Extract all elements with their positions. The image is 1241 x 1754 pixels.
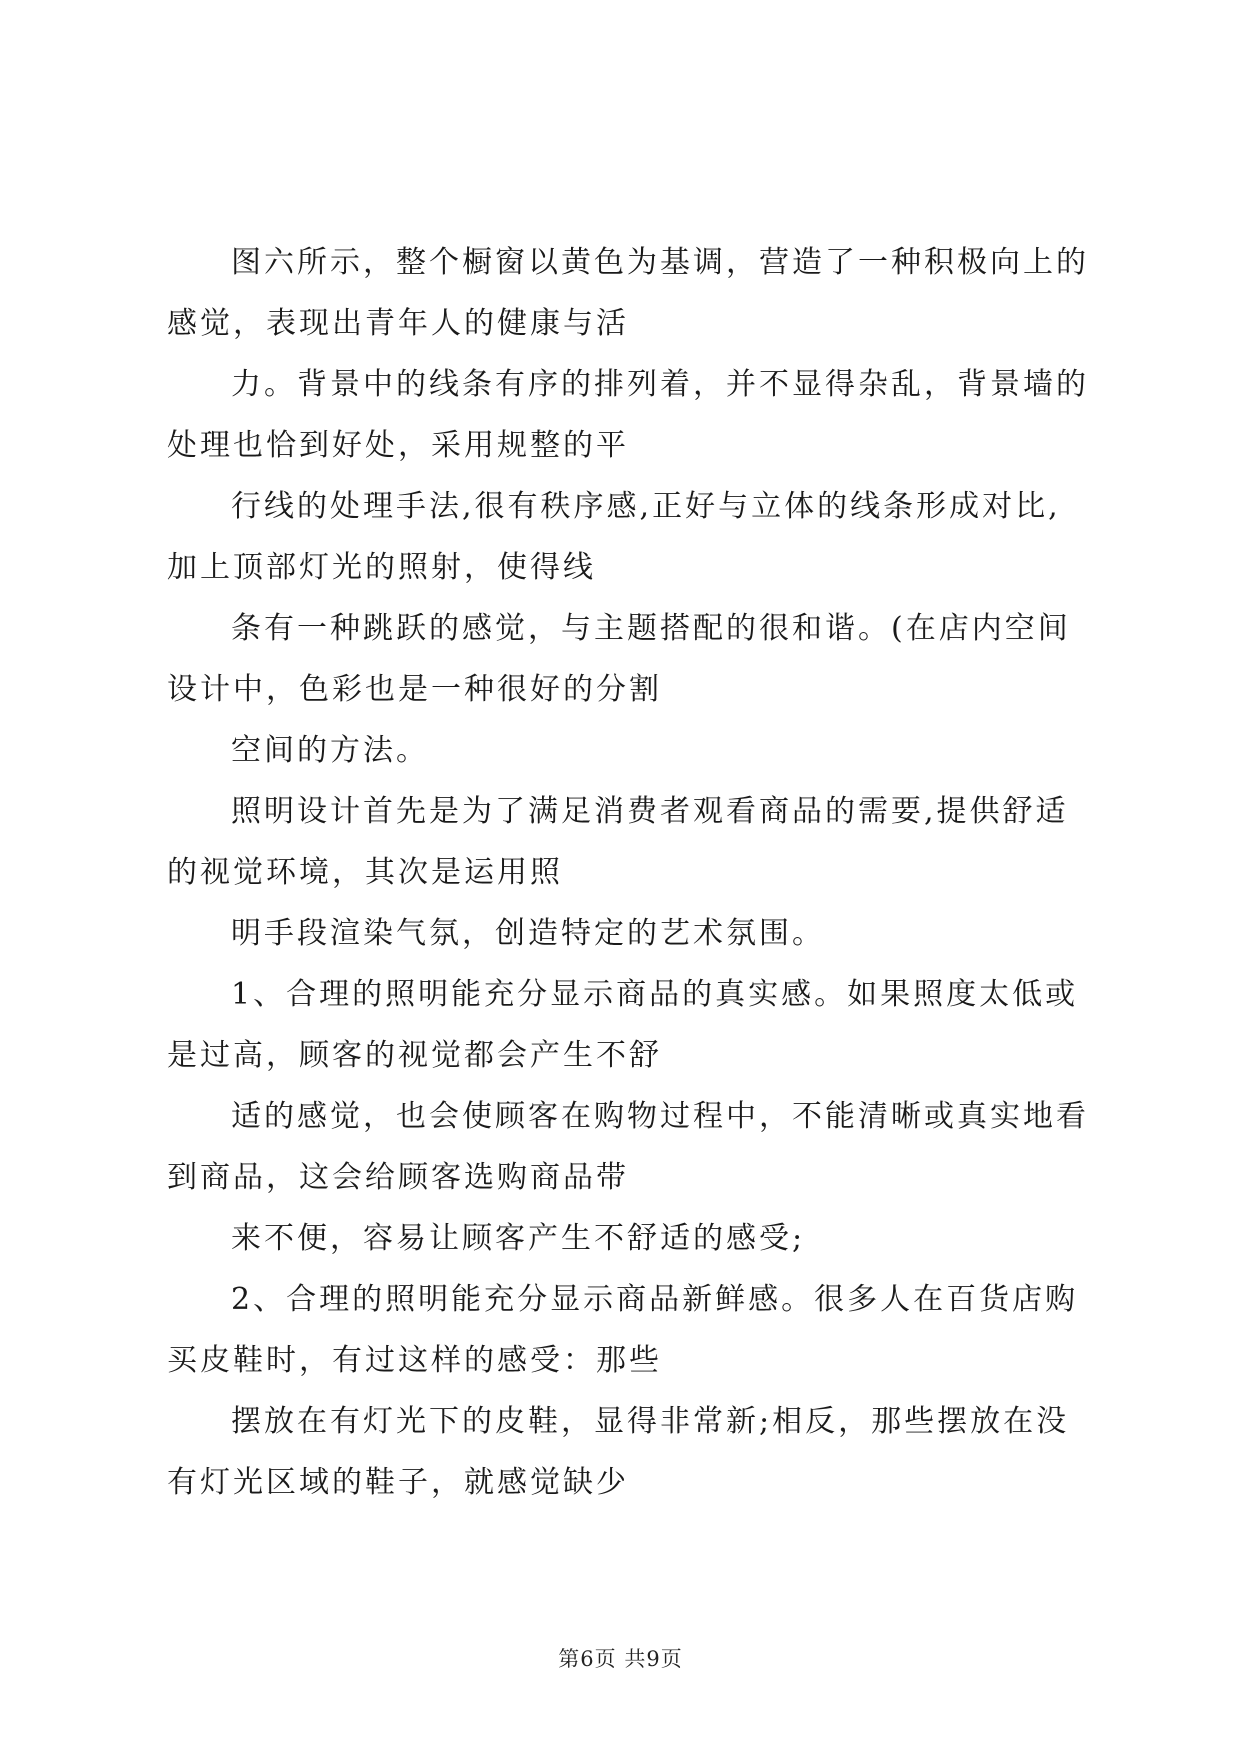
paragraph [167, 476, 1087, 598]
paragraph-line: 处理也恰到好处，采用规整的平 [167, 428, 629, 463]
paragraph-line: 图六所示，整个橱窗以黄色为基调，营造了一种积极向上的 [231, 245, 1089, 280]
paragraph-line: 感觉，表现出青年人的健康与活 [167, 306, 629, 341]
paragraph-line: 1、合理的照明能充分显示商品的真实感。如果照度太低或 [231, 977, 1079, 1012]
paragraph [167, 1269, 1087, 1391]
paragraph [167, 964, 1087, 1086]
paragraph [167, 1086, 1087, 1208]
paragraph-line: 到商品，这会给顾客选购商品带 [167, 1160, 629, 1195]
paragraph-line: 的视觉环境，其次是运用照 [167, 855, 563, 890]
paragraph-line: 明手段渲染气氛，创造特定的艺术氛围。 [231, 916, 825, 951]
paragraph [167, 598, 1087, 720]
paragraph-line: 加上顶部灯光的照射，使得线 [167, 550, 596, 585]
paragraph-line: 有灯光区域的鞋子，就感觉缺少 [167, 1465, 629, 1500]
paragraph-line: 摆放在有灯光下的皮鞋，显得非常新;相反，那些摆放在没 [231, 1404, 1070, 1439]
paragraph-line: 来不便，容易让顾客产生不舒适的感受; [231, 1221, 806, 1256]
paragraph [167, 1391, 1087, 1513]
paragraph-line: 是过高，顾客的视觉都会产生不舒 [167, 1038, 662, 1073]
paragraph-line: 力。背景中的线条有序的排列着，并不显得杂乱，背景墙的 [231, 367, 1089, 402]
paragraph-line: 条有一种跳跃的感觉，与主题搭配的很和谐。(在店内空间 [231, 611, 1071, 646]
paragraph-line: 空间的方法。 [231, 733, 429, 768]
document-body [167, 232, 1087, 1513]
page-number-footer: 第6页 共9页 [558, 1647, 683, 1671]
paragraph [167, 1208, 1087, 1269]
paragraph-line: 2、合理的照明能充分显示商品新鲜感。很多人在百货店购 [231, 1282, 1079, 1317]
paragraph-line: 行线的处理手法,很有秩序感,正好与立体的线条形成对比, [231, 489, 1061, 524]
paragraph-line: 照明设计首先是为了满足消费者观看商品的需要,提供舒适 [231, 794, 1069, 829]
paragraph [167, 903, 1087, 964]
paragraph-line: 适的感觉，也会使顾客在购物过程中，不能清晰或真实地看 [231, 1099, 1089, 1134]
paragraph-line: 买皮鞋时，有过这样的感受：那些 [167, 1343, 662, 1378]
paragraph [167, 354, 1087, 476]
paragraph [167, 781, 1087, 903]
paragraph-line: 设计中，色彩也是一种很好的分割 [167, 672, 662, 707]
paragraph [167, 232, 1087, 354]
paragraph [167, 720, 1087, 781]
